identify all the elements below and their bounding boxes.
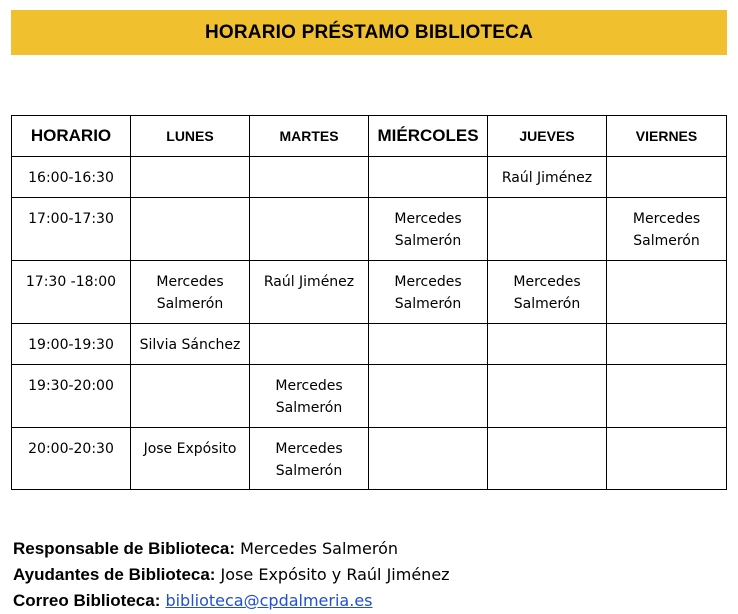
table-cell	[131, 365, 250, 428]
table-row	[12, 365, 727, 428]
header-horario: HORARIO	[12, 116, 131, 157]
header-miercoles: MIÉRCOLES	[369, 116, 488, 157]
table-cell	[131, 198, 250, 261]
table-cell	[488, 365, 607, 428]
time-cell: 16:00-16:30	[12, 157, 131, 198]
table-cell: Mercedes Salmerón	[369, 198, 488, 261]
table-row	[12, 324, 727, 365]
time-cell: 19:30-20:00	[12, 365, 131, 428]
responsable-line	[13, 536, 450, 562]
table-row	[12, 428, 727, 490]
responsable-value: Mercedes Salmerón	[235, 539, 399, 558]
correo-label: Correo Biblioteca:	[13, 591, 161, 610]
table-cell	[369, 324, 488, 365]
table-cell	[607, 324, 727, 365]
table-cell: Jose Expósito	[131, 428, 250, 490]
table-cell: Mercedes Salmerón	[131, 261, 250, 324]
schedule-table	[11, 115, 727, 490]
header-viernes: VIERNES	[607, 116, 727, 157]
header-jueves: JUEVES	[488, 116, 607, 157]
time-cell: 20:00-20:30	[12, 428, 131, 490]
table-cell	[607, 428, 727, 490]
ayudantes-label: Ayudantes de Biblioteca:	[13, 565, 216, 584]
table-cell: Raúl Jiménez	[488, 157, 607, 198]
time-cell: 17:00-17:30	[12, 198, 131, 261]
table-cell	[369, 365, 488, 428]
time-cell: 19:00-19:30	[12, 324, 131, 365]
correo-link[interactable]: biblioteca@cpdalmeria.es	[165, 591, 373, 610]
table-row	[12, 157, 727, 198]
time-cell: 17:30 -18:00	[12, 261, 131, 324]
table-cell	[488, 428, 607, 490]
table-cell	[488, 324, 607, 365]
table-cell	[131, 157, 250, 198]
table-cell	[369, 428, 488, 490]
ayudantes-value: Jose Expósito y Raúl Jiménez	[215, 565, 450, 584]
table-cell: Mercedes Salmerón	[369, 261, 488, 324]
ayudantes-line	[13, 562, 450, 588]
table-cell	[607, 157, 727, 198]
table-cell: Raúl Jiménez	[250, 261, 369, 324]
table-header-row	[12, 116, 727, 157]
table-cell	[607, 261, 727, 324]
table-cell	[369, 157, 488, 198]
table-cell: Silvia Sánchez	[131, 324, 250, 365]
table-cell: Mercedes Salmerón	[250, 365, 369, 428]
responsable-label: Responsable de Biblioteca:	[13, 539, 235, 558]
header-martes: MARTES	[250, 116, 369, 157]
table-cell	[250, 157, 369, 198]
table-cell	[250, 324, 369, 365]
table-cell	[607, 365, 727, 428]
page-title: HORARIO PRÉSTAMO BIBLIOTECA	[11, 10, 727, 55]
table-cell: Mercedes Salmerón	[488, 261, 607, 324]
table-row	[12, 198, 727, 261]
header-lunes: LUNES	[131, 116, 250, 157]
table-cell	[488, 198, 607, 261]
table-cell: Mercedes Salmerón	[250, 428, 369, 490]
table-cell: Mercedes Salmerón	[607, 198, 727, 261]
correo-line	[13, 588, 450, 614]
table-row	[12, 261, 727, 324]
table-cell	[250, 198, 369, 261]
footer-info	[13, 536, 450, 614]
